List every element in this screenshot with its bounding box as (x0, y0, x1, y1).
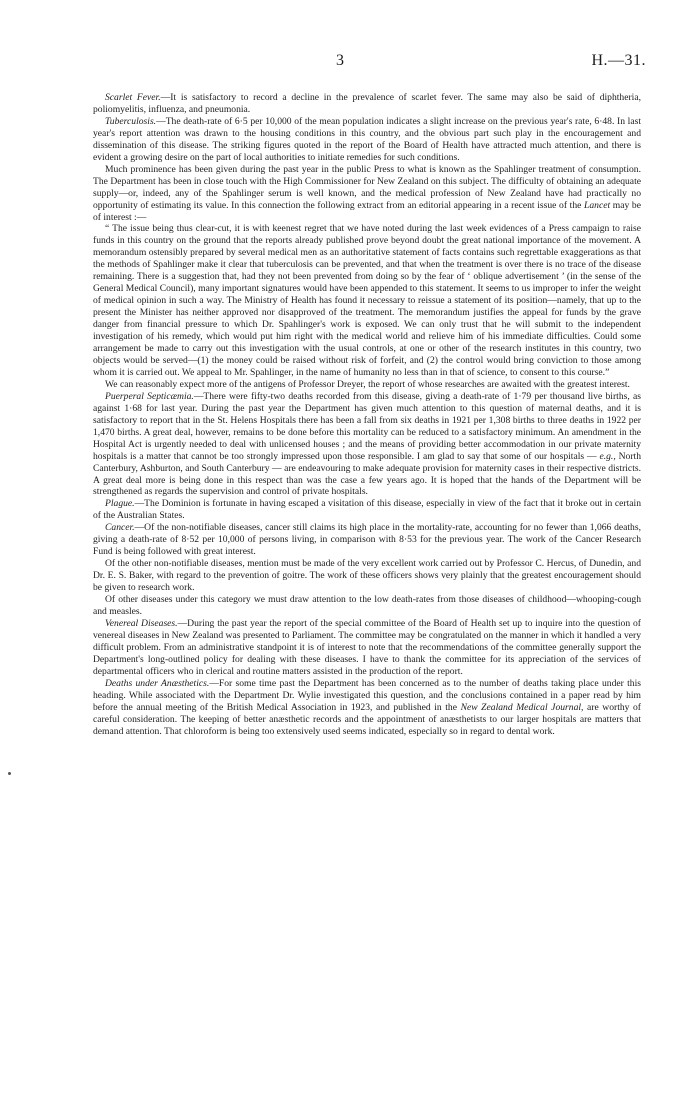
paragraph-cancer: Cancer.—Of the non-notifiable diseases, cancer still claims its high place in the mortality-rate, accounting for no fewer than 1,066 deaths, giving a death-rate of 8·52 per 10,000 of persons living, in comparison with 8·53 for the previous year. The work of the Cancer Research Fund is being followed with great interest. (93, 522, 641, 558)
paragraph-tuberculosis: Tuberculosis.—The death-rate of 6·5 per 10,000 of the mean population indicates a slight increase on the previous year's rate, 6·48. In last year's report attention was drawn to the housing conditions in this country, and the obvious part such play in the encouragement and dissemination of this disease. The striking figures quoted in the report of the Board of Health have attracted much attention, and there is evident a growing desire on the part of local authorities to initiate remedies for such conditions. (93, 115, 641, 163)
heading-venereal-diseases: Venereal Diseases. (105, 617, 178, 629)
paragraph-dreyer: We can reasonably expect more of the antigens of Professor Dreyer, the report of whose researches are awaited with the greatest interest. (105, 378, 630, 390)
heading-scarlet-fever: Scarlet Fever. (105, 92, 161, 103)
heading-tuberculosis: Tuberculosis. (105, 115, 157, 127)
paragraph-lancet-quote: “ The issue being thus clear-cut, it is with keenest regret that we have noted during the last week evidences of a Press campaign to raise funds in this country on the ground that the reports already published prove beyond doubt the great national importance of the movement. A memorandum ostensibly prepared by several medical men as an authoritative statement of facts contains such regrettable exaggerations as that the methods of Spahlinger make it clear that tuberculosis can be prevented, and that when the treatment is over there is no trace of the disease remaining. There is a suggestion that, had they not been prevented from doing so by the fear of ‘ oblique advertisement ’ (in the sense of the General Medical Council), many important signatures would have been appended to this statement. It seems to us improper to infer the weight of medical opinion in such a way. The Ministry of Health has found it necessary to reissue a statement of its position—namely, that up to the present the Minister has neither approved nor disapproved of the treatment. The memorandum justifies the appeal for funds by the grave danger from financial pressure to which Dr. Spahlinger's work is exposed. We can only trust that he will submit to the independent investigation of his remedy, which would put him right with the medical world and relieve him of his immediate difficulties. Could some arrangement be made to carry out this investigation with the usual controls, at one or other of the research institutes in this country, two objects would be served—(1) the money could be raised without risk of forfeit, and (2) the control would bring conviction to those among whom it is carried out. We appeal to Mr. Spahlinger, in the name of humanity no less than in that of science, to consent to this course.” (93, 223, 641, 378)
paragraph-goitre: Of the other non-notifiable diseases, mention must be made of the very excellent work carried out by Professor C. Hercus, of Dunedin, and Dr. E. S. Baker, with regard to the prevention of goitre. The work of these officers shows very plainly that the greatest encouragement should be given to research work. (93, 558, 641, 594)
paragraph-spahlinger: Much prominence has been given during the past year in the public Press to what is known as the Spahlinger treatment of consumption. The Department has been in close touch with the High Commissioner for New Zealand on this subject. The difficulty of obtaining an adequate supply—or, indeed, any of the Spahlinger serum is well known, and the medical profession of New Zealand have had practically no opportunity of estimating its value. In this connection the following extract from an editorial appearing in a recent issue of the Lancet may be of interest :— (93, 163, 641, 223)
margin-mark (8, 772, 11, 775)
paragraph-puerperal-septicaemia: Puerperal Septicæmia.—There were fifty-two deaths recorded from this disease, giving a death-rate of 1·79 per thousand live births, as against 1·68 for last year. During the past year the Department has given much attention to this question of maternal deaths, and it is satisfactory to report that in the St. Helens Hospitals there has been a fall from six deaths in 1921 per 1,308 births to three deaths in 1922 per 1,470 births. A great deal, however, remains to be done before this mortality can be reduced to a satisfactory minimum. An amendment in the Hospital Act is urgently needed to deal with unlicensed houses ; and the means of providing better accommodation in our private maternity hospitals is a matter that cannot be too strongly impressed upon those responsible. I am glad to say that some of our hospitals — e.g., North Canterbury, Ashburton, and South Canterbury — are endeavouring to make adequate provision for maternity cases in their respective districts. A great deal more is being done in this respect than was the case a few years ago. It is hoped that the hands of the Department will be strengthened as regards the supervision and control of private hospitals. (93, 390, 642, 498)
heading-anaesthetics: Deaths under Anæsthetics. (105, 677, 210, 689)
paragraph-plague: Plague.—The Dominion is fortunate in having escaped a visitation of this disease, especially in view of the fact that it broke out in certain of the Australian States. (93, 498, 641, 522)
report-code: H.—31. (591, 52, 646, 69)
page-header (0, 52, 700, 76)
page-number: 3 (336, 52, 344, 69)
heading-plague: Plague. (105, 498, 135, 510)
paragraph-anaesthetics: Deaths under Anæsthetics.—For some time past the Department has been concerned as to the number of deaths taking place under this heading. While associated with the Department Dr. Wylie investigated this question, and the conclusions contained in a paper read by him before the annual meeting of the British Medical Association in 1923, and published in the New Zealand Medical Journal, are worthy of careful consideration. The keeping of better anæsthetic records and the appointment of anæsthetists to our larger hospitals are matters that demand attention. That chloroform is being too extensively used seems indicated, especially so in regard to dental work. (93, 677, 642, 737)
journal-title-lancet: Lancet (584, 199, 611, 211)
paragraph-venereal-diseases: Venereal Diseases.—During the past year the report of the special committee of the Board of Health set up to inquire into the question of venereal diseases in New Zealand was presented to Parliament. The committee may be congratulated on the manner in which it handled a very difficult problem. From an administrative standpoint it is of interest to note that the recommendations of the committee generally support the Department's long-outlined policy for dealing with these diseases. I have to thank the committee for its appreciation of the services of departmental officers who in clerical and routine matters assisted in the production of the report. (93, 617, 641, 677)
heading-puerperal-septicaemia: Puerperal Septicæmia. (105, 390, 194, 402)
document-body (93, 92, 641, 737)
paragraph-scarlet-fever: Scarlet Fever.—It is satisfactory to record a decline in the prevalence of scarlet fever. The same may also be said of diphtheria, poliomyelitis, influenza, and pneumonia. (93, 92, 641, 115)
heading-cancer: Cancer. (105, 522, 135, 534)
paragraph-childhood-diseases: Of other diseases under this category we must draw attention to the low death-rates from those diseases of childhood—whooping-cough and measles. (93, 594, 641, 617)
journal-title-nzmj: New Zealand Medical Journal, (460, 701, 584, 713)
